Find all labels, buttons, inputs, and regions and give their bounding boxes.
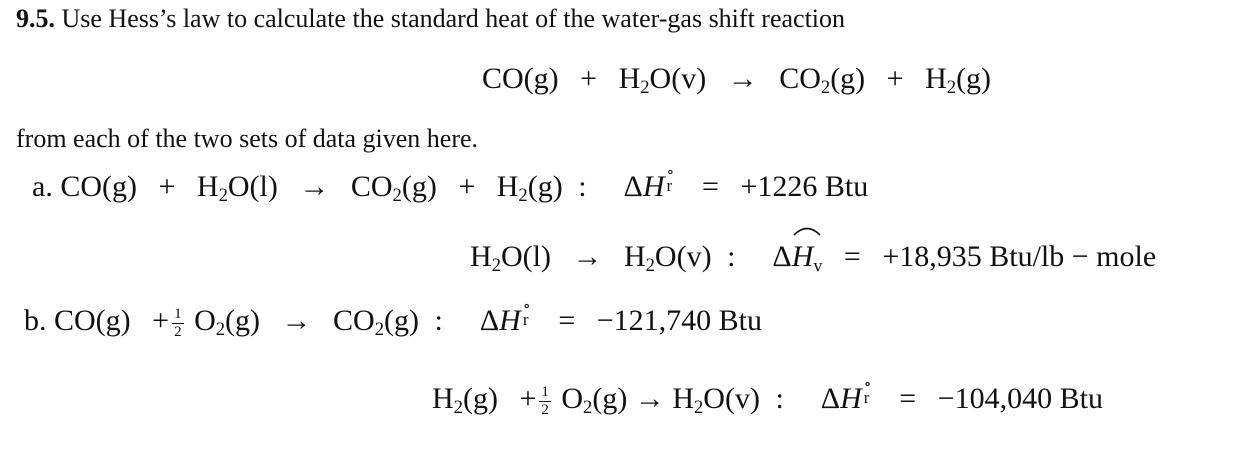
- set-b-label: b.: [24, 304, 47, 337]
- main-co2: CO: [779, 62, 821, 95]
- main-co: CO(g): [482, 62, 559, 95]
- b1-o-state: (g): [225, 304, 261, 337]
- b1-frac-num: 1: [174, 305, 182, 322]
- b1-arrow: →: [281, 304, 312, 337]
- b1-degree: ∘: [522, 298, 531, 315]
- b1-co2-state: (g): [384, 304, 419, 337]
- a1-co: CO(g): [60, 170, 137, 203]
- b2-colon: :: [775, 382, 784, 415]
- a2-o-v: O(v): [654, 240, 712, 273]
- problem-number: 9.5.: [16, 4, 55, 33]
- b2-o: O: [561, 382, 584, 415]
- b2-plus: +: [519, 382, 537, 415]
- b1-co: CO(g): [54, 304, 131, 337]
- a2-colon: :: [727, 240, 736, 273]
- a2-h: H: [470, 240, 492, 273]
- a1-degree: ∘: [666, 164, 675, 181]
- b2-frac-den: 2: [541, 401, 549, 418]
- a1-h2: H: [496, 170, 519, 203]
- b2-o-sub: 2: [583, 397, 593, 419]
- a2-equals: =: [843, 240, 861, 273]
- a1-deg-r: [665, 166, 681, 196]
- problem-statement: [16, 4, 845, 34]
- b1-o: O: [194, 304, 216, 337]
- b1-colon: :: [434, 304, 443, 337]
- a1-value: +1226 Btu: [740, 170, 869, 203]
- problem-text: Use Hess’s law to calculate the standard heat of the water-gas shift reaction: [61, 4, 846, 33]
- b2-o-state: (g): [592, 382, 628, 415]
- a2-h2: H: [623, 240, 646, 273]
- b2-h-symbol: H: [840, 382, 862, 415]
- a1-delta: Δ: [623, 170, 643, 203]
- hat-accent-icon: [793, 224, 821, 236]
- set-a-equation-1: [32, 164, 869, 207]
- b2-h: H: [432, 382, 454, 415]
- a2-h-hat: [792, 240, 814, 274]
- main-h2-state: (g): [956, 62, 992, 95]
- b2-o-v: O(v): [703, 382, 760, 415]
- a1-h-symbol: H: [642, 170, 665, 203]
- b2-equals: =: [899, 382, 917, 415]
- a1-h: H: [196, 170, 219, 203]
- main-co2-state: (g): [830, 62, 866, 95]
- a2-delta: Δ: [772, 240, 792, 273]
- a1-co2-sub: 2: [392, 185, 402, 207]
- b1-equals: =: [558, 304, 576, 337]
- b1-value: −121,740 Btu: [596, 304, 762, 337]
- b1-r-sub: r: [522, 310, 529, 329]
- main-h2-sub: 2: [946, 77, 957, 99]
- a1-h-sub: 2: [218, 185, 228, 207]
- main-plus-2: +: [886, 62, 904, 95]
- main-h: H: [618, 62, 641, 95]
- b1-frac-den: 2: [174, 323, 182, 340]
- b2-h-sub: 2: [453, 397, 463, 419]
- a1-r-sub: r: [666, 176, 673, 195]
- a1-o-state: O(l): [227, 170, 278, 203]
- a2-arrow: →: [572, 240, 603, 273]
- main-arrow: →: [727, 62, 758, 95]
- a1-h2-sub: 2: [518, 185, 528, 207]
- b2-delta: Δ: [820, 382, 841, 415]
- from-text: from each of the two sets of data given here.: [16, 124, 479, 153]
- main-reaction: [482, 62, 992, 99]
- a1-equals: =: [702, 170, 719, 203]
- main-h-sub: 2: [640, 77, 650, 99]
- main-plus-1: +: [580, 62, 598, 95]
- set-b-equation-2: [432, 378, 1103, 418]
- a2-o-l: O(l): [500, 240, 551, 273]
- set-b-equation-1: [24, 300, 762, 340]
- b2-h-state: (g): [462, 382, 498, 415]
- main-h2: H: [925, 62, 947, 95]
- a1-plus-1: +: [158, 170, 176, 203]
- a1-plus-2: +: [458, 170, 476, 203]
- b2-degree: ∘: [863, 376, 872, 393]
- b1-o-sub: 2: [215, 319, 226, 341]
- b1-deg-r: [521, 300, 537, 330]
- b2-r-sub: r: [863, 388, 870, 407]
- a1-arrow: →: [299, 170, 330, 203]
- b2-value: −104,040 Btu: [937, 382, 1103, 415]
- main-o-v: O(v): [649, 62, 707, 95]
- b1-plus: +: [152, 304, 170, 337]
- a2-h-symbol: H: [791, 240, 814, 273]
- b2-frac-num: 1: [541, 383, 549, 400]
- b1-co2-sub: 2: [374, 319, 385, 341]
- a2-value: +18,935 Btu/lb − mole: [882, 240, 1157, 273]
- a2-h2-sub: 2: [645, 255, 655, 277]
- b1-delta: Δ: [479, 304, 500, 337]
- b1-h-symbol: H: [499, 304, 521, 337]
- b2-arrow: →: [634, 382, 665, 415]
- a1-co2-state: (g): [401, 170, 437, 203]
- a1-co2: CO: [350, 170, 393, 203]
- set-a-equation-2: [470, 240, 1156, 276]
- set-a-label: a.: [32, 170, 53, 203]
- a2-v-sub: v: [813, 255, 823, 276]
- b2-h2-sub: 2: [694, 397, 704, 419]
- b2-h2: H: [672, 382, 694, 415]
- b2-deg-r: [862, 378, 878, 408]
- b2-half-fraction: [539, 385, 551, 418]
- a1-h2-state: (g): [527, 170, 563, 203]
- a2-h-sub: 2: [491, 255, 501, 277]
- a1-colon: :: [578, 170, 587, 203]
- b1-half-fraction: [172, 307, 184, 340]
- b1-co2: CO: [333, 304, 375, 337]
- main-co2-sub: 2: [820, 77, 831, 99]
